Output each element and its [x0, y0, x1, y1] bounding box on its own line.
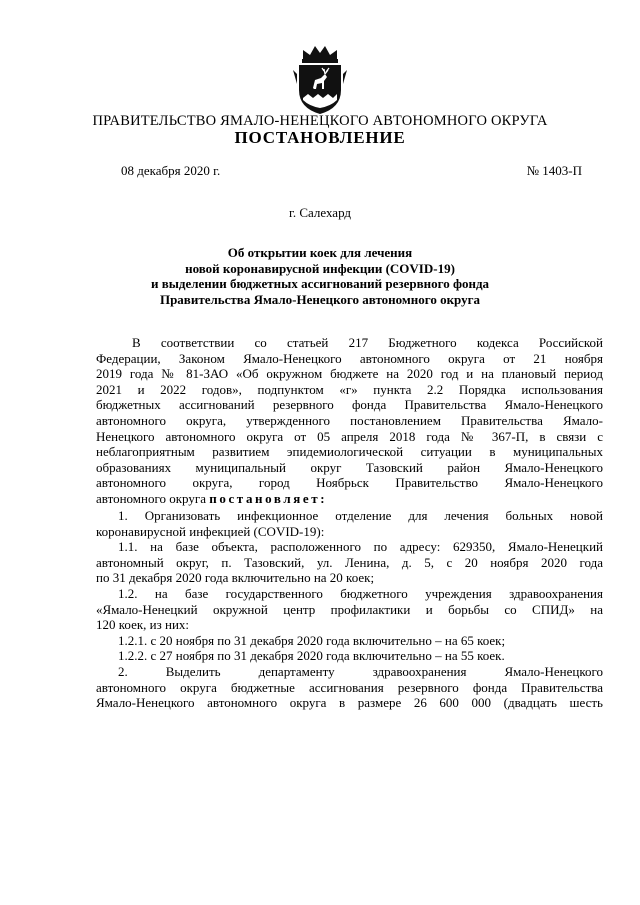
decree-word: постановляет:	[209, 490, 328, 506]
text-line: «Ямало-Ненецкий окружной центр профилактики и борьбы со СПИД» на	[96, 601, 603, 617]
title-line: и выделении бюджетных ассигнований резервного фонда	[150, 276, 490, 291]
document-title	[0, 245, 640, 307]
text-line: 1. Организовать инфекционное отделение для лечения больных новой	[118, 508, 603, 523]
text-line: 1.2.2. с 27 ноября по 31 декабря 2020 года включительно – на 55 коек.	[118, 648, 505, 664]
text-segment: автономного округа	[96, 490, 210, 506]
decree-items	[96, 508, 603, 711]
text-line: 120 коек, из них:	[96, 617, 190, 633]
document-city: г. Салехард	[288, 205, 352, 220]
text-line: В соответствии со статьей 217 Бюджетного кодекса Российской	[132, 335, 603, 350]
text-line: бюджетных ассигнований резервного фонда Правительства Ямало-Ненецкого	[96, 397, 603, 413]
text-line: 1.1. на базе объекта, расположенного по адресу: 629350, Ямало-Ненецкий	[118, 539, 603, 555]
text-line: автономного округа, город Ноябрьск Правительство Ямало-Ненецкого	[96, 475, 603, 491]
text-line: 2. Выделить департаменту здравоохранения Ямало-Ненецкого	[118, 663, 603, 679]
government-name: ПРАВИТЕЛЬСТВО ЯМАЛО-НЕНЕЦКОГО АВТОНОМНОГО ОКРУГА	[92, 113, 548, 129]
text-line: по 31 декабря 2020 года включительно на 20 коек;	[96, 570, 375, 586]
document-type: ПОСТАНОВЛЕНИЕ	[234, 128, 406, 147]
text-line: автономный округ, п. Тазовский, ул. Ленина, д. 5, с 20 ноября 2020 года	[96, 554, 603, 570]
document-date: 08 декабря 2020 г.	[121, 163, 221, 178]
text-line: Ненецкого автономного округа от 05 апреля 2018 года № 367-П, в связи с	[96, 428, 603, 444]
text-line: Ямало-Ненецкого автономного округа в размере 26 600 000 (двадцать шесть	[96, 695, 603, 711]
text-line: 2019 года № 81-ЗАО «Об окружном бюджете на 2020 год и на плановый период	[96, 366, 603, 382]
text-line: 2021 и 2022 годов», подпунктом «г» пункта 2.2 Порядка использования	[96, 381, 603, 397]
title-line: Правительства Ямало-Ненецкого автономного округа	[159, 291, 481, 307]
text-line: автономного округа бюджетные ассигнования резервного фонда Правительства	[96, 679, 603, 695]
text-line: автономного округа, утвержденного постановлением Правительства Ямало-	[96, 412, 603, 428]
title-line: новой коронавирусной инфекции (COVID-19)	[185, 260, 455, 276]
document-number: № 1403-П	[526, 163, 582, 178]
text-line: Федерации, Законом Ямало-Ненецкого автономного округа от 21 ноября	[96, 350, 603, 366]
text-line: неблагоприятным развитием эпидемиологической ситуации в муниципальных	[96, 444, 603, 460]
text-line: 1.2. на базе государственного бюджетного учреждения здравоохранения	[118, 585, 603, 601]
text-line: коронавирусной инфекцией (COVID-19):	[96, 523, 325, 539]
text-line: образованиях муниципальный округ Тазовский район Ямало-Ненецкого	[96, 459, 603, 475]
preamble-paragraph	[96, 335, 603, 507]
coat-of-arms-emblem	[291, 44, 349, 116]
text-line	[96, 491, 603, 507]
title-line: Об открытии коек для лечения	[227, 245, 413, 260]
text-line: 1.2.1. с 20 ноября по 31 декабря 2020 года включительно – на 65 коек;	[118, 632, 506, 648]
